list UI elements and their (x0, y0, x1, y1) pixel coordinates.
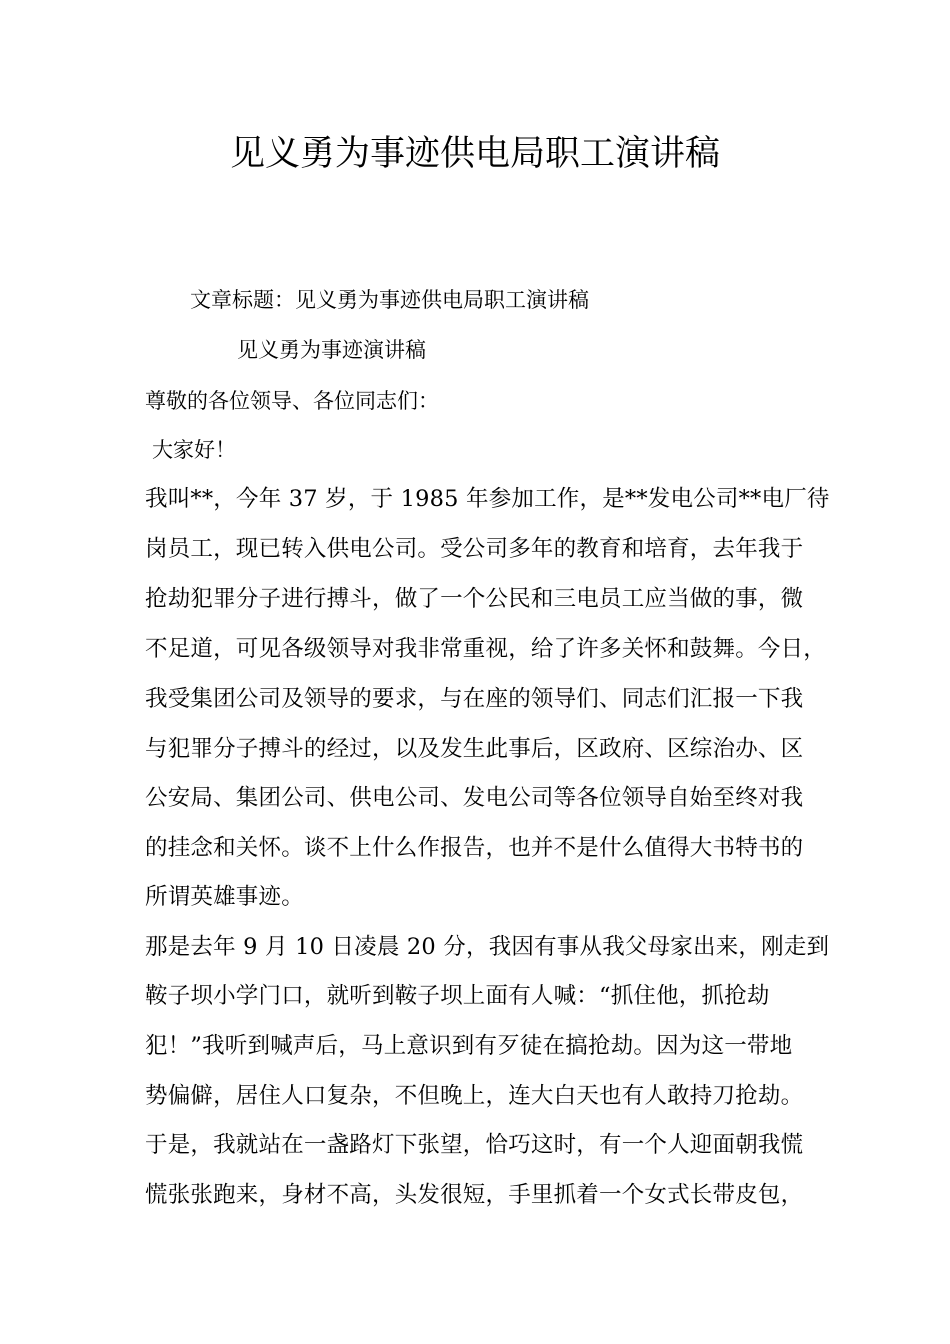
paragraph-line: 公安局、集团公司、供电公司、发电公司等各位领导自始至终对我 (145, 785, 804, 811)
paragraph-line: 岗员工，现已转入供电公司。受公司多年的教育和培育，去年我于 (145, 536, 804, 562)
paragraph-line: 鞍子坝小学门口，就听到鞍子坝上面有人喊：“抓住他，抓抢劫 (145, 983, 770, 1009)
document-title: 见义勇为事迹供电局职工演讲稿 (229, 134, 720, 174)
speech-subtitle: 见义勇为事迹演讲稿 (237, 338, 426, 362)
paragraph-line: 不足道，可见各级领导对我非常重视，给了许多关怀和鼓舞。今日， (145, 636, 827, 662)
greeting: 大家好！ (152, 438, 236, 462)
paragraph-line: 与犯罪分子搏斗的经过，以及发生此事后，区政府、区综治办、区 (145, 736, 804, 762)
paragraph-line: 于是，我就站在一盏路灯下张望，恰巧这时，有一个人迎面朝我慌 (145, 1132, 804, 1158)
salutation: 尊敬的各位领导、各位同志们： (145, 389, 439, 413)
article-title-line: 文章标题：见义勇为事迹供电局职工演讲稿 (190, 288, 589, 312)
paragraph-line: 我受集团公司及领导的要求，与在座的领导们、同志们汇报一下我 (145, 686, 804, 712)
paragraph-line: 慌张张跑来，身材不高，头发很短，手里抓着一个女式长带皮包， (145, 1182, 804, 1208)
paragraph-line: 犯！”我听到喊声后，马上意识到有歹徒在搞抢劫。因为这一带地 (145, 1033, 793, 1059)
paragraph-line: 我叫**，今年 37 岁，于 1985 年参加工作，是**发电公司**电厂待 (145, 486, 830, 512)
paragraph-line: 所谓英雄事迹。 (145, 884, 304, 910)
paragraph-line: 那是去年 9 月 10 日凌晨 20 分，我因有事从我父母家出来，刚走到 (145, 934, 830, 960)
paragraph-line: 势偏僻，居住人口复杂，不但晚上，连大白天也有人敢持刀抢劫。 (145, 1083, 804, 1109)
paragraph-line: 抢劫犯罪分子进行搏斗，做了一个公民和三电员工应当做的事，微 (145, 586, 804, 612)
paragraph-line: 的挂念和关怀。谈不上什么作报告，也并不是什么值得大书特书的 (145, 835, 804, 861)
